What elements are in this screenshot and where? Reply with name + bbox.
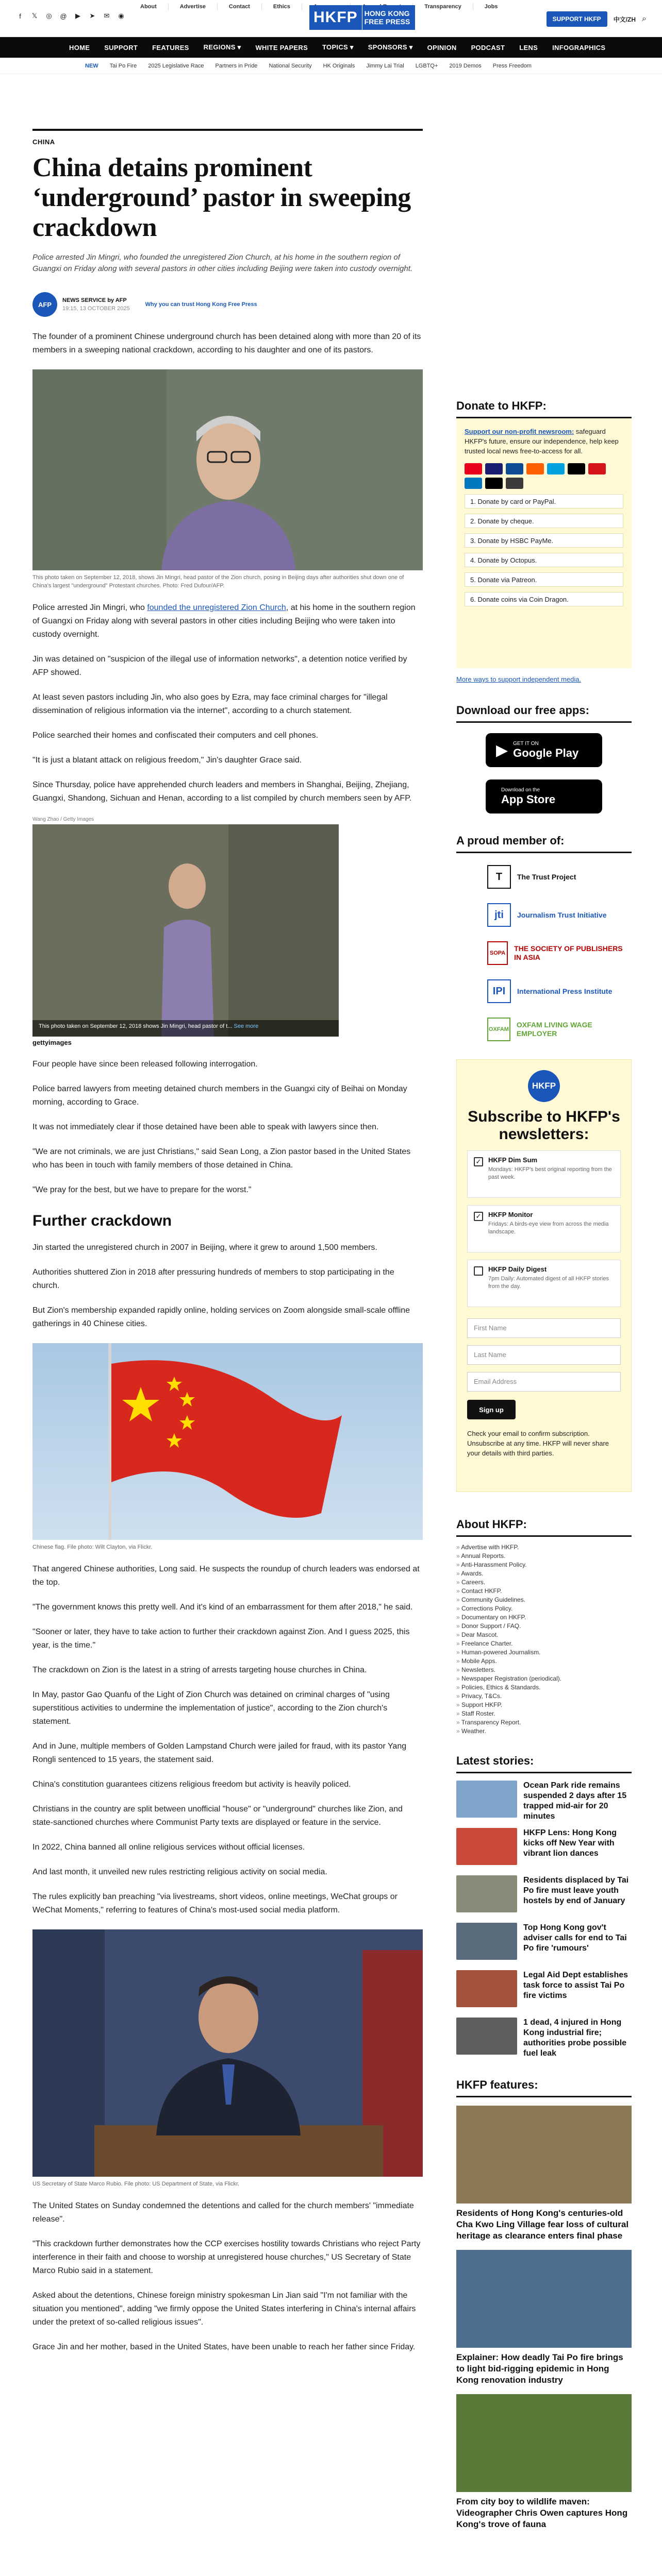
paragraph: At least seven pastors including Jin, who also goes by Ezra, may face criminal charges for "illegal dissemination of religious information via the internet", according to a church statement. <box>32 693 388 715</box>
trending-link[interactable]: Jimmy Lai Trial <box>366 62 404 69</box>
about-link[interactable]: » Donor Support / FAQ. <box>456 1622 632 1631</box>
top-link[interactable]: Transparency <box>413 3 473 10</box>
nav-item[interactable]: TOPICS ▾ <box>322 43 354 51</box>
getty-credit: Wang Zhao / Getty Images <box>32 817 94 822</box>
newsletter-name: HKFP Daily Digest <box>488 1265 547 1273</box>
story-thumbnail[interactable] <box>456 1923 517 1960</box>
paragraph: Four people have since been released following interrogation. <box>32 1060 258 1069</box>
sidebar <box>456 399 632 2530</box>
top-link[interactable]: Contact <box>218 3 262 10</box>
about-link[interactable]: » Privacy, T&Cs. <box>456 1692 632 1701</box>
latest-section <box>456 1754 632 2058</box>
about-link[interactable]: » Weather. <box>456 1727 632 1736</box>
about-link[interactable]: » Dear Mascot. <box>456 1631 632 1639</box>
trending-link[interactable]: 2025 Legislative Race <box>148 62 204 69</box>
title-rule <box>32 129 423 131</box>
official-seated-illustration <box>32 1929 423 2177</box>
member-logo-icon: IPI <box>487 979 511 1003</box>
story-thumbnail[interactable] <box>456 1875 517 1912</box>
about-link[interactable]: » Transparency Report. <box>456 1718 632 1727</box>
paragraph: In May, pastor Gao Quanfu of the Light of Zion Church was detained on criminal charges of "using superstitious activities to undermine the implementation of justice", according to the Zion church's statement. <box>32 1690 390 1726</box>
donate-intro-link[interactable]: Support our non-profit newsroom: <box>465 428 574 435</box>
paragraph: But Zion's membership expanded rapidly online, holding services on Zoom alongside small-scale offline gatherings in 40 Chinese cities. <box>32 1306 410 1328</box>
donate-options <box>465 494 623 606</box>
paragraph: The crackdown on Zion is the latest in a string of arrests targeting house churches in China. <box>32 1666 367 1674</box>
language-switch[interactable]: 中文/ZH <box>613 15 636 23</box>
trending-link[interactable]: Press Freedom <box>492 62 532 69</box>
donate-option[interactable]: 3. Donate by HSBC PayMe. <box>465 533 623 548</box>
story-thumbnail[interactable] <box>456 1970 517 2007</box>
member-logo-icon: T <box>487 865 511 889</box>
about-link[interactable]: » Awards. <box>456 1569 632 1578</box>
section-heading: Further crackdown <box>32 1212 172 1229</box>
donate-option[interactable]: 1. Donate by card or PayPal. <box>465 494 623 509</box>
trending-link[interactable]: Partners in Pride <box>215 62 258 69</box>
top-link[interactable]: Jobs <box>484 4 498 10</box>
newsletter-title: Subscribe to HKFP's newsletters: <box>468 1108 620 1143</box>
author-name[interactable]: NEWS SERVICE by AFP <box>62 297 127 303</box>
feature-story[interactable] <box>456 2250 632 2386</box>
getty-see-more[interactable]: See more <box>234 1023 259 1029</box>
payment-card-icon <box>506 478 523 489</box>
about-link[interactable]: » Corrections Policy. <box>456 1604 632 1613</box>
feature-title[interactable]: Explainer: How deadly Tai Po fire brings to light bid-rigging epidemic in Hong Kong renovation industry <box>456 2352 623 2385</box>
author-avatar[interactable]: AFP <box>32 292 57 317</box>
paragraph: The rules explicitly ban preaching "via livestreams, short videos, online meetings, WeChat groups or WeChat Moments," referring to features of China's most-used social media platform. <box>32 1892 398 1914</box>
member-logo-icon: jti <box>487 903 511 927</box>
header-actions <box>547 11 647 27</box>
member-item[interactable] <box>456 901 632 929</box>
paragraph: Grace Jin and her mother, based in the United States, have been unable to reach her father since Friday. <box>32 2343 416 2351</box>
nav-item[interactable]: HOME <box>69 43 90 52</box>
story-title[interactable]: Legal Aid Dept establishes task force to assist Tai Po fire victims <box>523 1971 628 2000</box>
trending-link[interactable]: National Security <box>269 62 312 69</box>
payment-cards <box>465 463 623 489</box>
twitter-icon[interactable]: 𝕏 <box>31 12 38 20</box>
payment-card-icon <box>526 463 544 474</box>
donate-option[interactable]: 6. Donate coins via Coin Dragon. <box>465 592 623 606</box>
photo-caption: US Secretary of State Marco Rubio. File photo: US Department of State, via Flickr. <box>32 2181 240 2187</box>
paragraph: And in June, multiple members of Golden Lampstand Church were jailed for fraud, with its pastor Yang Rongli sentenced to 15 years, the statement said. <box>32 1742 407 1764</box>
payment-card-icon <box>465 463 482 474</box>
story-thumbnail[interactable] <box>456 2018 517 2055</box>
member-logos <box>456 862 632 1044</box>
latest-story[interactable] <box>456 1781 632 1821</box>
feature-title[interactable]: Residents of Hong Kong's centuries-old Cha Kwo Ling Village fear loss of cultural heritage as clearance enters final phase <box>456 2208 629 2241</box>
google-play-button[interactable] <box>486 733 602 767</box>
last-name-field[interactable]: Last Name <box>467 1345 621 1365</box>
apps-heading: Download our free apps: <box>456 704 632 723</box>
nav-item[interactable]: WHITE PAPERS <box>255 43 308 52</box>
about-link[interactable]: » Human-powered Journalism. <box>456 1648 632 1657</box>
story-title[interactable]: 1 dead, 4 injured in Hong Kong industrial fire; authorities probe possible fuel leak <box>523 2018 627 2058</box>
about-heading: About HKFP: <box>456 1518 632 1537</box>
feature-title[interactable]: From city boy to wildlife maven: Videographer Chris Owen captures Hong Kong's trove of fauna <box>456 2497 628 2529</box>
getty-embed[interactable] <box>32 817 339 1046</box>
about-link[interactable]: » Advertise with HKFP. <box>456 1543 632 1552</box>
member-item[interactable] <box>456 862 632 891</box>
payment-card-icon <box>547 463 565 474</box>
features-list <box>456 2106 632 2530</box>
member-name: OXFAM LIVING WAGE EMPLOYER <box>516 1021 592 1038</box>
paragraph: Jin was detained on "suspicion of the illegal use of information networks", a detention notice verified by AFP showed. <box>32 655 407 677</box>
feature-story[interactable] <box>456 2106 632 2242</box>
publish-date: 19:15, 13 OCTOBER 2025 <box>62 306 130 312</box>
paragraph <box>32 601 423 641</box>
photo-caption: This photo taken on September 12, 2018, shows Jin Mingri, head pastor of the Zion church, posing in Beijing days after authorities shut down one of China's largest "underground" Protestant churches. Photo: Fred Dufour/AFP. <box>32 574 404 589</box>
member-logo-icon: SOPA <box>487 941 508 965</box>
top-link[interactable]: Ethics <box>262 3 302 10</box>
member-name: THE SOCIETY OF PUBLISHERS IN ASIA <box>514 944 623 961</box>
app-store-button[interactable] <box>486 779 602 814</box>
member-item[interactable] <box>456 977 632 1006</box>
support-button[interactable]: SUPPORT HKFP <box>547 11 607 27</box>
paragraph: In 2022, China banned all online religious services without official licenses. <box>32 1843 305 1852</box>
getty-caption-text: This photo taken on September 12, 2018 shows Jin Mingri, head pastor of t... <box>39 1023 233 1029</box>
article-category[interactable]: CHINA <box>32 138 55 146</box>
newsletter-note: Check your email to confirm subscription. Unsubscribe at any time. HKFP will never share your details with third parties. <box>467 1430 609 1457</box>
youtube-icon[interactable]: ▶ <box>75 12 80 20</box>
latest-story[interactable] <box>456 1923 632 1963</box>
newsletter-logo: HKFP <box>528 1070 560 1102</box>
paragraph: "We pray for the best, but we have to prepare for the worst." <box>32 1185 252 1194</box>
paragraph: Christians in the country are split between unofficial "house" or "underground" churches like Zion, and state-sanctioned churches where Communist Party texts are displayed or feature in the service. <box>32 1805 403 1827</box>
getty-logo[interactable]: gettyimages <box>32 1039 72 1046</box>
pastor-portrait-illustration <box>32 369 423 570</box>
latest-story[interactable] <box>456 1875 632 1916</box>
rss-icon[interactable]: ◉ <box>118 12 124 20</box>
about-link[interactable]: » Careers. <box>456 1578 632 1587</box>
member-item[interactable] <box>456 1015 632 1044</box>
top-link[interactable]: About <box>129 3 169 10</box>
about-link[interactable]: » Support HKFP. <box>456 1701 632 1709</box>
newsletter-desc: Fridays: A birds-eye view from across the media landscape. <box>488 1221 609 1235</box>
paragraph: That angered Chinese authorities, Long said. He suspects the roundup of church leaders was endorsed at the top. <box>32 1565 420 1587</box>
feature-image[interactable] <box>456 2250 632 2348</box>
zion-church-link[interactable]: founded the unregistered Zion Church <box>147 603 286 612</box>
newsletter-name: HKFP Dim Sum <box>488 1156 538 1164</box>
trending-link[interactable]: LGBTQ+ <box>415 62 438 69</box>
byline <box>32 290 423 319</box>
newsletter-checkbox[interactable]: ✓ <box>474 1157 483 1166</box>
paragraph-text: , at his home in the southern region of Guangxi on Friday along with several pastors in other cities including Beijing who were taken into custody overnight. <box>32 603 416 639</box>
newsletter-name: HKFP Monitor <box>488 1211 533 1218</box>
paragraph: Authorities shuttered Zion in 2018 after pressuring hundreds of members to stop participating in the church. <box>32 1268 394 1290</box>
logo-line-2: FREE PRESS <box>364 18 410 26</box>
paragraph: Police barred lawyers from meeting detained church members in the Guangxi city of Beihai on Monday morning, according to Grace. <box>32 1084 407 1107</box>
about-link[interactable]: » Mobile Apps. <box>456 1657 632 1666</box>
member-name: International Press Institute <box>517 987 613 995</box>
photo-marco-rubio <box>32 1929 423 2177</box>
newsletter-box <box>456 1059 632 1492</box>
feature-image[interactable] <box>456 2106 632 2204</box>
donate-intro-text: safeguard HKFP's future, ensure our independence, help keep trusted local news free-to-access for all. <box>465 428 619 455</box>
photo-jin-mingri <box>32 369 423 570</box>
member-item[interactable] <box>456 939 632 968</box>
member-logo-icon: OXFAM <box>487 1018 510 1041</box>
paragraph: "Sooner or later, they have to take action to further their crackdown against Zion. And I guess 2025, this year, is the time." <box>32 1628 410 1650</box>
google-play-big: Google Play <box>513 746 579 759</box>
nav-item[interactable]: FEATURES <box>152 43 189 52</box>
about-link[interactable]: » Annual Reports. <box>456 1552 632 1561</box>
trending-link[interactable]: HK Originals <box>323 62 355 69</box>
instagram-icon[interactable]: ◎ <box>46 12 52 20</box>
article-standfirst: Police arrested Jin Mingri, who founded the unregistered Zion Church, at his home in the southern region of Guangxi on Friday along with several pastors in other cities including Beijing were taken into custody overnight. <box>32 253 413 273</box>
social-links <box>15 11 126 21</box>
member-name: Journalism Trust Initiative <box>517 910 607 919</box>
top-bar <box>0 0 662 37</box>
search-icon[interactable]: ⌕ <box>642 14 647 23</box>
features-section <box>456 2078 632 2530</box>
about-link[interactable]: » Policies, Ethics & Standards. <box>456 1683 632 1692</box>
paragraph: It was not immediately clear if those detained have been able to speak with lawyers since then. <box>32 1123 379 1131</box>
telegram-icon[interactable]: ➤ <box>89 12 95 20</box>
donate-heading: Donate to HKFP: <box>456 399 632 418</box>
getty-photo[interactable] <box>32 824 339 1037</box>
donate-box <box>456 418 632 668</box>
payment-card-icon <box>485 478 503 489</box>
article-body <box>32 330 423 2354</box>
payment-card-icon <box>485 463 503 474</box>
app-store-text <box>501 787 555 806</box>
story-thumbnail[interactable] <box>456 1828 517 1865</box>
trending-new-label: NEW <box>85 62 98 69</box>
story-title[interactable]: HKFP Lens: Hong Kong kicks off New Year with vibrant lion dances <box>523 1828 617 1858</box>
donate-option[interactable]: 5. Donate via Patreon. <box>465 572 623 587</box>
donate-option[interactable]: 4. Donate by Octopus. <box>465 553 623 567</box>
newsletter-desc: 7pm Daily: Automated digest of all HKFP stories from the day. <box>488 1276 609 1290</box>
first-name-field[interactable]: First Name <box>467 1318 621 1338</box>
paragraph: Jin started the unregistered church in 2007 in Beijing, where it grew to around 1,500 members. <box>32 1243 377 1252</box>
paragraph: "This crackdown further demonstrates how the CCP exercises hostility towards Christians who reject Party interference in their faith and choose to worship at unregistered house churches," US Secretary of State Marco Rubio said in a statement. <box>32 2240 421 2275</box>
payment-card-icon <box>588 463 606 474</box>
email-field[interactable]: Email Address <box>467 1372 621 1392</box>
paragraph: And last month, it unveiled new rules restricting religious activity on social media. <box>32 1868 327 1876</box>
story-title[interactable]: Residents displaced by Tai Po fire must leave youth hostels by end of January <box>523 1876 629 1905</box>
nav-item[interactable]: REGIONS ▾ <box>203 43 241 51</box>
paragraph: Asked about the detentions, Chinese foreign ministry spokesman Lin Jian said "I'm not familiar with the situation you mentioned", adding "we firmly oppose the United States interfering in China's internal affairs under the pretext of so-called religious issues". <box>32 2291 416 2327</box>
about-links <box>456 1543 632 1736</box>
member-name: The Trust Project <box>517 872 576 881</box>
paragraph-text: Police arrested Jin Mingri, who <box>32 603 147 612</box>
nav-item[interactable]: SUPPORT <box>104 43 138 52</box>
feature-image[interactable] <box>456 2394 632 2492</box>
donate-option[interactable]: 2. Donate by cheque. <box>465 514 623 528</box>
photo-caption: Chinese flag. File photo: Wilt Clayton, via Flickr. <box>32 1544 153 1550</box>
about-link[interactable]: » Contact HKFP. <box>456 1587 632 1596</box>
trending-bar <box>0 58 662 74</box>
app-store-big: App Store <box>501 792 556 806</box>
logo-line-1: HONG KONG <box>364 9 410 18</box>
nav-item[interactable]: OPINION <box>427 43 457 52</box>
newsletter-desc: Mondays: HKFP's best original reporting from the past week. <box>488 1166 612 1180</box>
logo-mark: HKFP <box>309 5 362 30</box>
about-section <box>456 1518 632 1736</box>
latest-story[interactable] <box>456 1970 632 2010</box>
members-heading: A proud member of: <box>456 834 632 853</box>
getty-caption <box>39 1023 258 1029</box>
features-heading: HKFP features: <box>456 2078 632 2097</box>
story-title[interactable]: Top Hong Kong gov't adviser calls for end to Tai Po fire 'rumours' <box>523 1923 627 1953</box>
google-play-small: GET IT ON <box>513 740 539 747</box>
paragraph: "The government knows this pretty well. And it's kind of an embarrassment for them after 2018," he said. <box>32 1603 413 1612</box>
google-play-text <box>513 741 578 760</box>
latest-story[interactable] <box>456 2018 632 2058</box>
newsletter-checkbox[interactable] <box>474 1266 483 1276</box>
about-link[interactable]: » Documentary on HKFP. <box>456 1613 632 1622</box>
about-link[interactable]: » Newspaper Registration (periodical). <box>456 1674 632 1683</box>
about-link[interactable]: » Newsletters. <box>456 1666 632 1674</box>
paragraph: The United States on Sunday condemned the detentions and called for the church members' "immediate release". <box>32 2201 414 2224</box>
latest-list <box>456 1781 632 2058</box>
threads-icon[interactable]: @ <box>60 12 67 20</box>
trending-link[interactable]: Tai Po Fire <box>109 62 137 69</box>
nav-item[interactable]: LENS <box>519 43 538 52</box>
newsletter-option[interactable] <box>467 1205 621 1252</box>
payment-card-icon <box>568 463 585 474</box>
paragraph: Police searched their homes and confiscated their computers and cell phones. <box>32 731 319 740</box>
site-logo[interactable] <box>309 5 415 30</box>
payment-card-icon <box>465 478 482 489</box>
paragraph: China's constitution guarantees citizens religious freedom but activity is heavily policed. <box>32 1780 351 1789</box>
latest-heading: Latest stories: <box>456 1754 632 1773</box>
newsletter-checkbox[interactable]: ✓ <box>474 1212 483 1221</box>
nav-item[interactable]: INFOGRAPHICS <box>552 43 606 52</box>
app-store-small: Download on the <box>501 787 540 793</box>
nav-item[interactable]: SPONSORS ▾ <box>368 43 413 51</box>
about-link[interactable]: » Staff Roster. <box>456 1709 632 1718</box>
about-link[interactable]: » Community Guidelines. <box>456 1596 632 1604</box>
chinese-flag-illustration <box>32 1343 423 1540</box>
story-thumbnail[interactable] <box>456 1781 517 1818</box>
newsletter-option[interactable] <box>467 1260 621 1307</box>
paragraph: The founder of a prominent Chinese underground church has been detained along with more than 20 of its members in a sweeping national crackdown, according to his daughter and one of its pastors. <box>32 332 421 354</box>
trending-link[interactable]: 2019 Demos <box>449 62 482 69</box>
main-nav <box>0 37 662 58</box>
photo-chinese-flag <box>32 1343 423 1540</box>
signup-button[interactable]: Sign up <box>467 1400 516 1419</box>
story-title[interactable]: Ocean Park ride remains suspended 2 days after 15 trapped mid-air for 20 minutes <box>523 1781 627 1821</box>
trust-link[interactable]: Why you can trust Hong Kong Free Press <box>145 301 257 308</box>
logo-text <box>362 5 416 30</box>
nav-item[interactable]: PODCAST <box>471 43 505 52</box>
paragraph: Since Thursday, police have apprehended church leaders and members in Shanghai, Beijing, Zhejiang, Guangxi, Shandong, Sichuan and Henan, according to a list compiled by church members seen by AFP. <box>32 781 412 803</box>
paragraph: "We are not criminals, we are just Christians," said Sean Long, a Zion pastor based in the United States who has been in touch with family members of those detained in China. <box>32 1147 411 1170</box>
article <box>32 129 423 2354</box>
about-link[interactable]: » Anti-Harassment Policy. <box>456 1561 632 1569</box>
paragraph: "It is just a blatant attack on religious freedom," Jin's daughter Grace said. <box>32 756 302 765</box>
payment-card-icon <box>506 463 523 474</box>
latest-story[interactable] <box>456 1828 632 1868</box>
article-title: China detains prominent ‘underground’ pastor in sweeping crackdown <box>32 153 411 242</box>
newsletter-option[interactable] <box>467 1150 621 1198</box>
feature-story[interactable] <box>456 2394 632 2530</box>
byline-text <box>62 297 130 312</box>
newsletter-options <box>467 1150 621 1307</box>
more-ways-link[interactable]: More ways to support independent media. <box>456 675 582 683</box>
top-link[interactable]: Advertise <box>169 3 218 10</box>
facebook-icon[interactable]: f <box>19 12 21 20</box>
donate-intro <box>465 427 623 456</box>
email-icon[interactable]: ✉ <box>104 12 110 20</box>
google-play-icon: ▶ <box>496 741 508 759</box>
about-link[interactable]: » Freelance Charter. <box>456 1639 632 1648</box>
pastor-standing-illustration <box>32 824 339 1037</box>
